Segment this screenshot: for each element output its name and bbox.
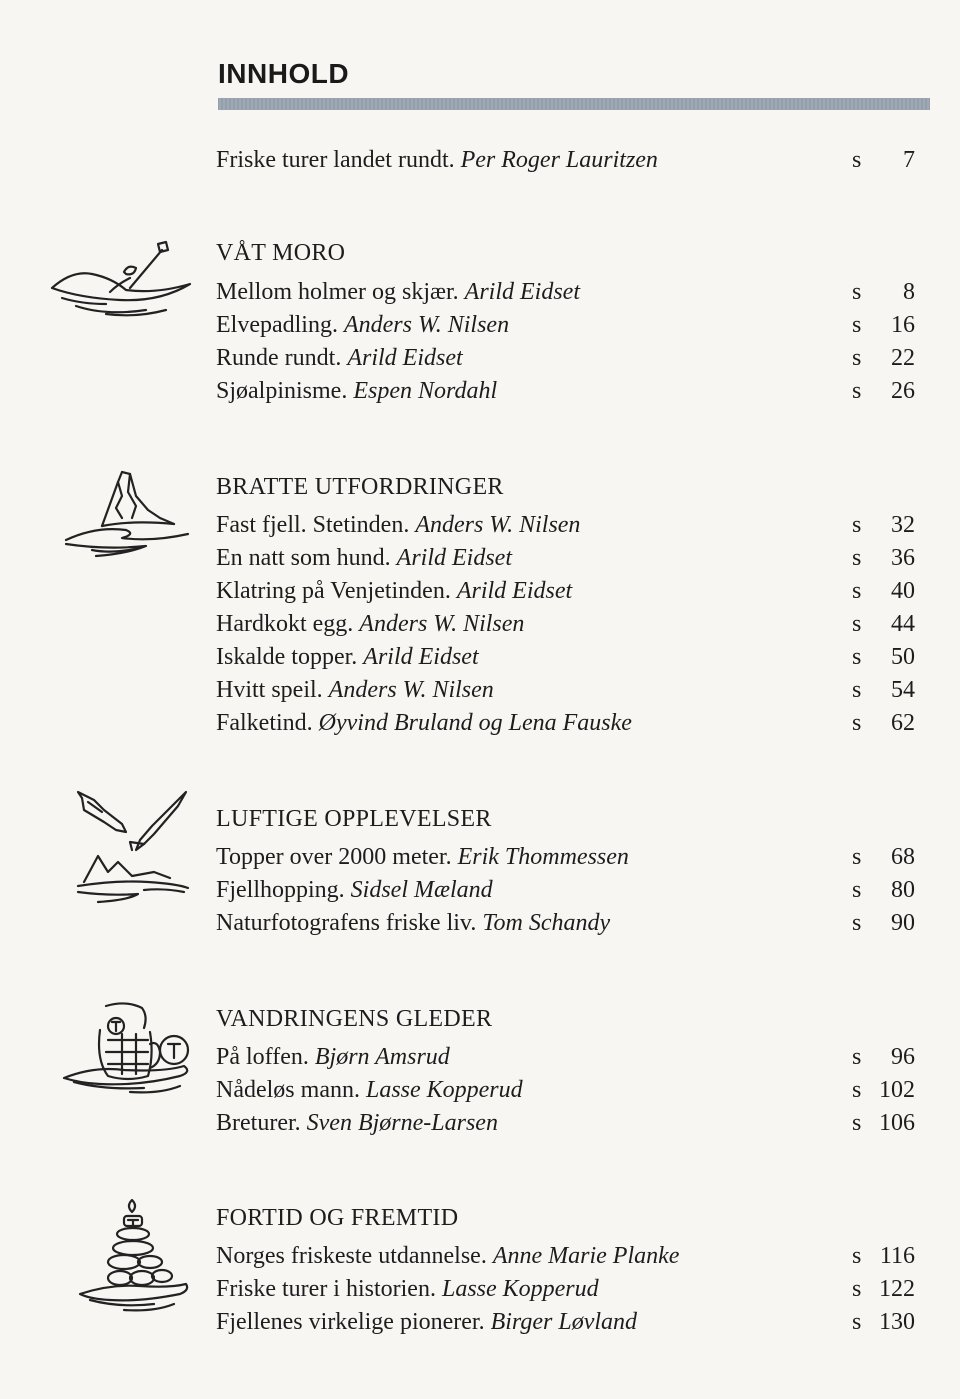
entry-author: Arild Eidset <box>396 545 512 571</box>
toc-entry <box>0 508 960 542</box>
entry-text <box>216 374 497 408</box>
entry-author: Anders W. Nilsen <box>415 512 581 538</box>
entry-page-number: 36 <box>891 545 915 571</box>
toc-entry <box>0 840 960 874</box>
entry-text <box>216 1239 679 1273</box>
entry-text <box>216 706 632 740</box>
toc-entry <box>0 1305 960 1339</box>
section-heading: VANDRINGENS GLEDER <box>216 1006 493 1032</box>
toc-entry <box>0 1073 960 1107</box>
title-underline-bar <box>218 98 930 110</box>
entry-author: Arild Eidset <box>347 345 463 371</box>
entry-page-number: 122 <box>879 1276 915 1302</box>
entry-page-prefix: s <box>852 545 862 571</box>
entry-author: Anders W. Nilsen <box>328 677 494 703</box>
toc-entry <box>0 308 960 342</box>
toc-entry <box>0 275 960 309</box>
entry-title: Mellom holmer og skjær. <box>216 279 459 305</box>
entry-page-prefix: s <box>852 1243 862 1269</box>
entry-text <box>216 308 509 342</box>
entry-author: Arild Eidset <box>464 279 580 305</box>
entry-title: Sjøalpinisme. <box>216 378 348 404</box>
toc-entry <box>0 574 960 608</box>
entry-title: Fast fjell. Stetinden. <box>216 512 410 538</box>
entry-page-number: 22 <box>891 345 915 371</box>
entry-author: Lasse Kopperud <box>441 1276 599 1302</box>
section-heading: FORTID OG FREMTID <box>216 1205 459 1231</box>
entry-text <box>216 673 494 707</box>
entry-author: Espen Nordahl <box>353 378 498 404</box>
entry-title: Friske turer i historien. <box>216 1276 436 1302</box>
entry-author: Anders W. Nilsen <box>343 312 510 338</box>
section-heading: VÅT MORO <box>216 240 346 266</box>
toc-entry <box>0 673 960 707</box>
entry-title: Topper over 2000 meter. <box>216 844 452 870</box>
entry-page-prefix: s <box>852 312 862 338</box>
entry-text <box>216 640 479 674</box>
entry-page-prefix: s <box>852 877 862 903</box>
entry-title: På loffen. <box>216 1044 309 1070</box>
entry-page-number: 16 <box>891 312 915 338</box>
entry-title: Nådeløs mann. <box>216 1077 360 1103</box>
entry-page-prefix: s <box>852 611 862 637</box>
entry-page-prefix: s <box>852 677 862 703</box>
entry-page-number: 26 <box>891 378 915 404</box>
entry-page-number: 32 <box>891 512 915 538</box>
entry-page-number: 8 <box>903 279 915 305</box>
entry-page-number: 90 <box>891 910 915 936</box>
entry-page-prefix: s <box>852 147 862 173</box>
entry-text <box>216 1106 498 1140</box>
entry-author: Arild Eidset <box>363 644 479 670</box>
entry-text <box>216 873 493 907</box>
entry-title: Hardkokt egg. <box>216 611 354 637</box>
entry-page-prefix: s <box>852 1077 862 1103</box>
entry-title: Fjellenes virkelige pionerer. <box>216 1309 485 1335</box>
entry-page-number: 50 <box>891 644 915 670</box>
page-title: INNHOLD <box>218 58 350 89</box>
entry-author: Erik Thommessen <box>457 844 629 870</box>
entry-page-number: 68 <box>891 844 915 870</box>
entry-page-number: 96 <box>891 1044 915 1070</box>
entry-page-prefix: s <box>852 710 862 736</box>
entry-text <box>216 1073 523 1107</box>
entry-title: Norges friskeste utdannelse. <box>216 1243 487 1269</box>
entry-text <box>216 906 610 940</box>
entry-author: Anders W. Nilsen <box>359 611 525 637</box>
entry-page-prefix: s <box>852 578 862 604</box>
toc-entry <box>0 1040 960 1074</box>
entry-title: En natt som hund. <box>216 545 391 571</box>
toc-entry <box>0 1106 960 1140</box>
toc-entry <box>0 341 960 375</box>
toc-entry <box>0 873 960 907</box>
entry-author: Sven Bjørne-Larsen <box>306 1110 498 1136</box>
entry-page-number: 40 <box>891 578 915 604</box>
entry-page-number: 54 <box>891 677 915 703</box>
entry-page-prefix: s <box>852 279 862 305</box>
entry-title: Naturfotografens friske liv. <box>216 910 477 936</box>
entry-text <box>216 541 512 575</box>
entry-title: Iskalde topper. <box>216 644 358 670</box>
entry-text <box>216 143 658 177</box>
entry-page-number: 116 <box>879 1243 915 1269</box>
entry-text <box>216 1272 599 1306</box>
toc-entry <box>0 1239 960 1273</box>
entry-author: Per Roger Lauritzen <box>460 147 658 173</box>
entry-page-prefix: s <box>852 844 862 870</box>
section-heading: LUFTIGE OPPLEVELSER <box>216 806 492 832</box>
entry-author: Sidsel Mæland <box>350 877 493 903</box>
entry-text <box>216 1305 637 1339</box>
entry-page-prefix: s <box>852 378 862 404</box>
entry-author: Bjørn Amsrud <box>314 1044 450 1070</box>
toc-entry <box>0 374 960 408</box>
toc-entry <box>0 906 960 940</box>
entry-author: Arild Eidset <box>456 578 573 604</box>
entry-page-prefix: s <box>852 345 862 371</box>
entry-page-number: 62 <box>891 710 915 736</box>
entry-author: Anne Marie Planke <box>492 1243 680 1269</box>
entry-page-prefix: s <box>852 910 862 936</box>
entry-page-number: 102 <box>879 1077 915 1103</box>
entry-title: Breturer. <box>216 1110 301 1136</box>
toc-entry <box>0 541 960 575</box>
entry-page-number: 44 <box>891 611 915 637</box>
entry-page-prefix: s <box>852 1276 862 1302</box>
entry-title: Hvitt speil. <box>216 677 323 703</box>
entry-title: Runde rundt. <box>216 345 342 371</box>
entry-page-prefix: s <box>852 1044 862 1070</box>
entry-title: Elvepadling. <box>216 312 338 338</box>
entry-title: Friske turer landet rundt. <box>216 147 455 173</box>
toc-entry <box>0 706 960 740</box>
entry-page-prefix: s <box>852 1309 862 1335</box>
entry-page-number: 80 <box>891 877 915 903</box>
entry-text <box>216 508 580 542</box>
entry-page-number: 7 <box>903 147 915 173</box>
entry-text <box>216 607 524 641</box>
entry-text <box>216 1040 450 1074</box>
entry-title: Falketind. <box>216 710 313 736</box>
entry-author: Øyvind Bruland og Lena Fauske <box>318 710 632 736</box>
entry-text <box>216 840 629 874</box>
entry-page-prefix: s <box>852 1110 862 1136</box>
entry-text <box>216 275 580 309</box>
toc-entry <box>0 640 960 674</box>
entry-page-number: 106 <box>879 1110 915 1136</box>
entry-author: Tom Schandy <box>482 910 611 936</box>
entry-page-prefix: s <box>852 644 862 670</box>
entry-page-prefix: s <box>852 512 862 538</box>
entry-author: Lasse Kopperud <box>365 1077 523 1103</box>
toc-entry-intro <box>0 143 960 177</box>
toc-entry <box>0 1272 960 1306</box>
entry-text <box>216 574 572 608</box>
toc-entry <box>0 607 960 641</box>
entry-title: Fjellhopping. <box>216 877 345 903</box>
entry-text <box>216 341 463 375</box>
entry-title: Klatring på Venjetinden. <box>216 578 451 604</box>
entry-page-number: 130 <box>879 1309 915 1335</box>
section-heading: BRATTE UTFORDRINGER <box>216 474 504 500</box>
entry-author: Birger Løvland <box>490 1309 638 1335</box>
